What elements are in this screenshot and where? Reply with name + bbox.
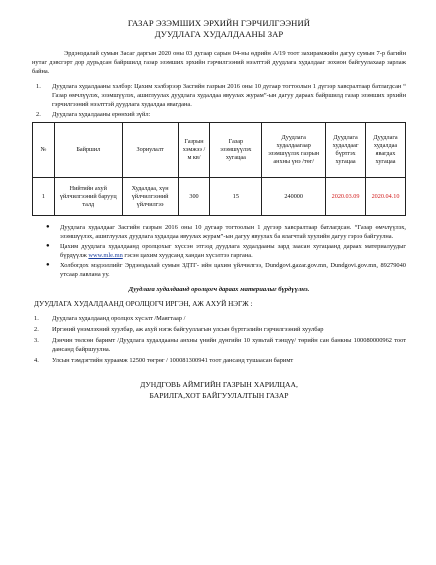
title-line-2: ДУУДЛАГА ХУДАЛДААНЫ ЗАР: [154, 29, 284, 39]
cell-location: Нийтийн ахуй үйлчилгээний барууц талд: [54, 178, 122, 216]
requirement-text: Улсын тэмдэгтийн хураамж 12500 төгрөг / 100081300941 тоот дансанд тушаасан баримт: [52, 357, 294, 364]
header-area: Газрын хэмжээ / м кв/: [178, 123, 210, 178]
requirement-item: [34, 314, 406, 323]
bullet-item: [46, 261, 406, 279]
header-auction-date: Дуудлага худалдаа явагдах хугацаа: [366, 123, 406, 178]
bullet-text-part: Цахим дуудлага худалдаанд оролцохыг хүссэн этгээд дуудлага худалдааны зард заасан хугацаанд дараах материалуудыг бүрдүүлж: [60, 243, 406, 259]
header-starting-price: Дуудлага худалдаагаар эзэмшүүлэх газрын анхны үнэ /төг/: [262, 123, 326, 178]
issuing-authority: [32, 379, 406, 401]
requirement-number: 1.: [34, 315, 39, 322]
header-registration-date: Дуудлага худалдааг бүртгэх хугацаа: [326, 123, 366, 178]
title-line-1: ГАЗАР ЭЗЭМШИХ ЭРХИЙН ГЭРЧИЛГЭЭНИЙ: [127, 18, 311, 28]
bullet-icon: ●: [46, 262, 50, 268]
item-text: Дуудлага худалдааны хэлбэр: Цахим хэлбэрээр Засгийн газрын 2016 оны 10 дугаар тогтоолын 1 дүгээр хавсралтаар батлагдсан “ Газар өмчлүүлэх, эзэмшүүлэх, ашиглуулах дуудлага худалдаа явуулах журам”-ын дагуу дараах байршилд газар эзэмших эрхийн гэрчилгээний нээлттэй дуудлага худалдаа явагдана.: [52, 83, 406, 108]
cell-term: 15: [210, 178, 262, 216]
requirement-number: 4.: [34, 357, 39, 364]
requirements-list: [32, 314, 406, 365]
auction-lots-table: [32, 122, 406, 216]
item-text: Дуудлага худалдааны ерөнхий зүйл:: [52, 111, 151, 118]
requirement-number: 2.: [34, 326, 39, 333]
authority-line-2: БАРИЛГА,ХОТ БАЙГУУЛАЛТЫН ГАЗАР: [149, 391, 289, 400]
bullet-text: [60, 242, 406, 260]
table-row: [33, 178, 406, 216]
cell-auction-date: 2020.04.10: [366, 178, 406, 216]
requirement-text: Дэнчин төлсөн баримт /Дуудлага худалдааны анхны үнийн дүнгийн 10 хувьтай тэнцүү/ төрийн сан банкны 100080000962 тоот дансанд байршуулна.: [52, 337, 406, 353]
bullet-icon: ●: [46, 243, 50, 249]
numbered-list: [32, 82, 406, 119]
item-number: 2.: [36, 111, 41, 118]
numbered-item: [32, 110, 406, 119]
header-number: №: [33, 123, 55, 178]
announcement-title: [32, 18, 406, 40]
authority-line-1: ДУНДГОВЬ АЙМГИЙН ГАЗРЫН ХАРИЛЦАА,: [140, 380, 298, 389]
bullet-text-part: гэсэн цахим хуудсанд хандан хүсэлтээ гаргана.: [122, 252, 253, 259]
intro-paragraph: Эрдэнэдалай сумын Засаг даргын 2020 оны 03 дугаар сарын 04-ны өдрийн А/19 тоот захирамжийн дагуу сумын 7-р багийн нутаг дэвсгэрт дор дурьдсан байршилд газар эзэмших эрхийн гэрчилгээний нээлттэй дуудлага худалдааг зохион байгуулахаар зарлаж байна.: [32, 50, 406, 75]
header-term: Газар эзэмшүүлэх хугацаа: [210, 123, 262, 178]
bullet-list: [32, 223, 406, 279]
requirement-text: Иргэний үнэмлэхний хуулбар, аж ахуй нэгж байгууллагын улсын бүртгэлийн гэрчилгээний хуулбар: [52, 326, 324, 333]
requirement-item: [34, 356, 406, 365]
numbered-item: [32, 82, 406, 109]
requirement-item: [34, 336, 406, 354]
requirements-title: ДУУДЛАГА ХУДАЛДААНД ОРОЛЦОГЧ ИРГЭН, АЖ АХУЙ НЭГЖ :: [34, 300, 253, 308]
cell-starting-price: 240000: [262, 178, 326, 216]
requirement-text: Дуудлага худалдаанд оролцох хүсэлт /Маягтаар /: [52, 315, 186, 322]
header-location: Байршил: [54, 123, 122, 178]
bullet-item: [46, 223, 406, 241]
bullet-icon: ●: [46, 224, 50, 230]
bullet-text: Дуудлага худалдааг Засгийн газрын 2016 оны 10 дугаар тогтоолын 1 дүгээр хавсралтаар батлагдсан. “Газар өмчлүүлэх, эзэмшүүлэх, ашиглуулах дуудлага худалдаа явуулах журам”-ын дагуу явуулах ба ялагчтай хуулийн дагуу гэрээ байгуулна.: [60, 224, 406, 240]
requirement-item: [34, 325, 406, 334]
mle-website-link[interactable]: www.mle.mn: [88, 252, 123, 259]
cell-purpose: Худалдаа, хүн үйлчилгээний үйлчилгээ: [122, 178, 178, 216]
bullet-item: [46, 242, 406, 260]
table-header-row: [33, 123, 406, 178]
cell-registration-date: 2020.03.09: [326, 178, 366, 216]
requirement-number: 3.: [34, 337, 39, 344]
required-materials-heading: Дуудлага худалдаанд оролцогч дараах материалыг бүрдүүлнэ.: [128, 286, 310, 293]
cell-area: 300: [178, 178, 210, 216]
bullet-text: Холбогдох мэдээллийг Эрдэнэдалай сумын ЗДТГ- ийн цахим үйлчилгээ, Dundgovi.gazar.gov.mn, Dundgovi.gov.mn, 89279040 утсаар лавлана уу.: [60, 262, 406, 278]
item-number: 1.: [36, 83, 41, 90]
cell-number: 1: [33, 178, 55, 216]
header-purpose: Зориулалт: [122, 123, 178, 178]
